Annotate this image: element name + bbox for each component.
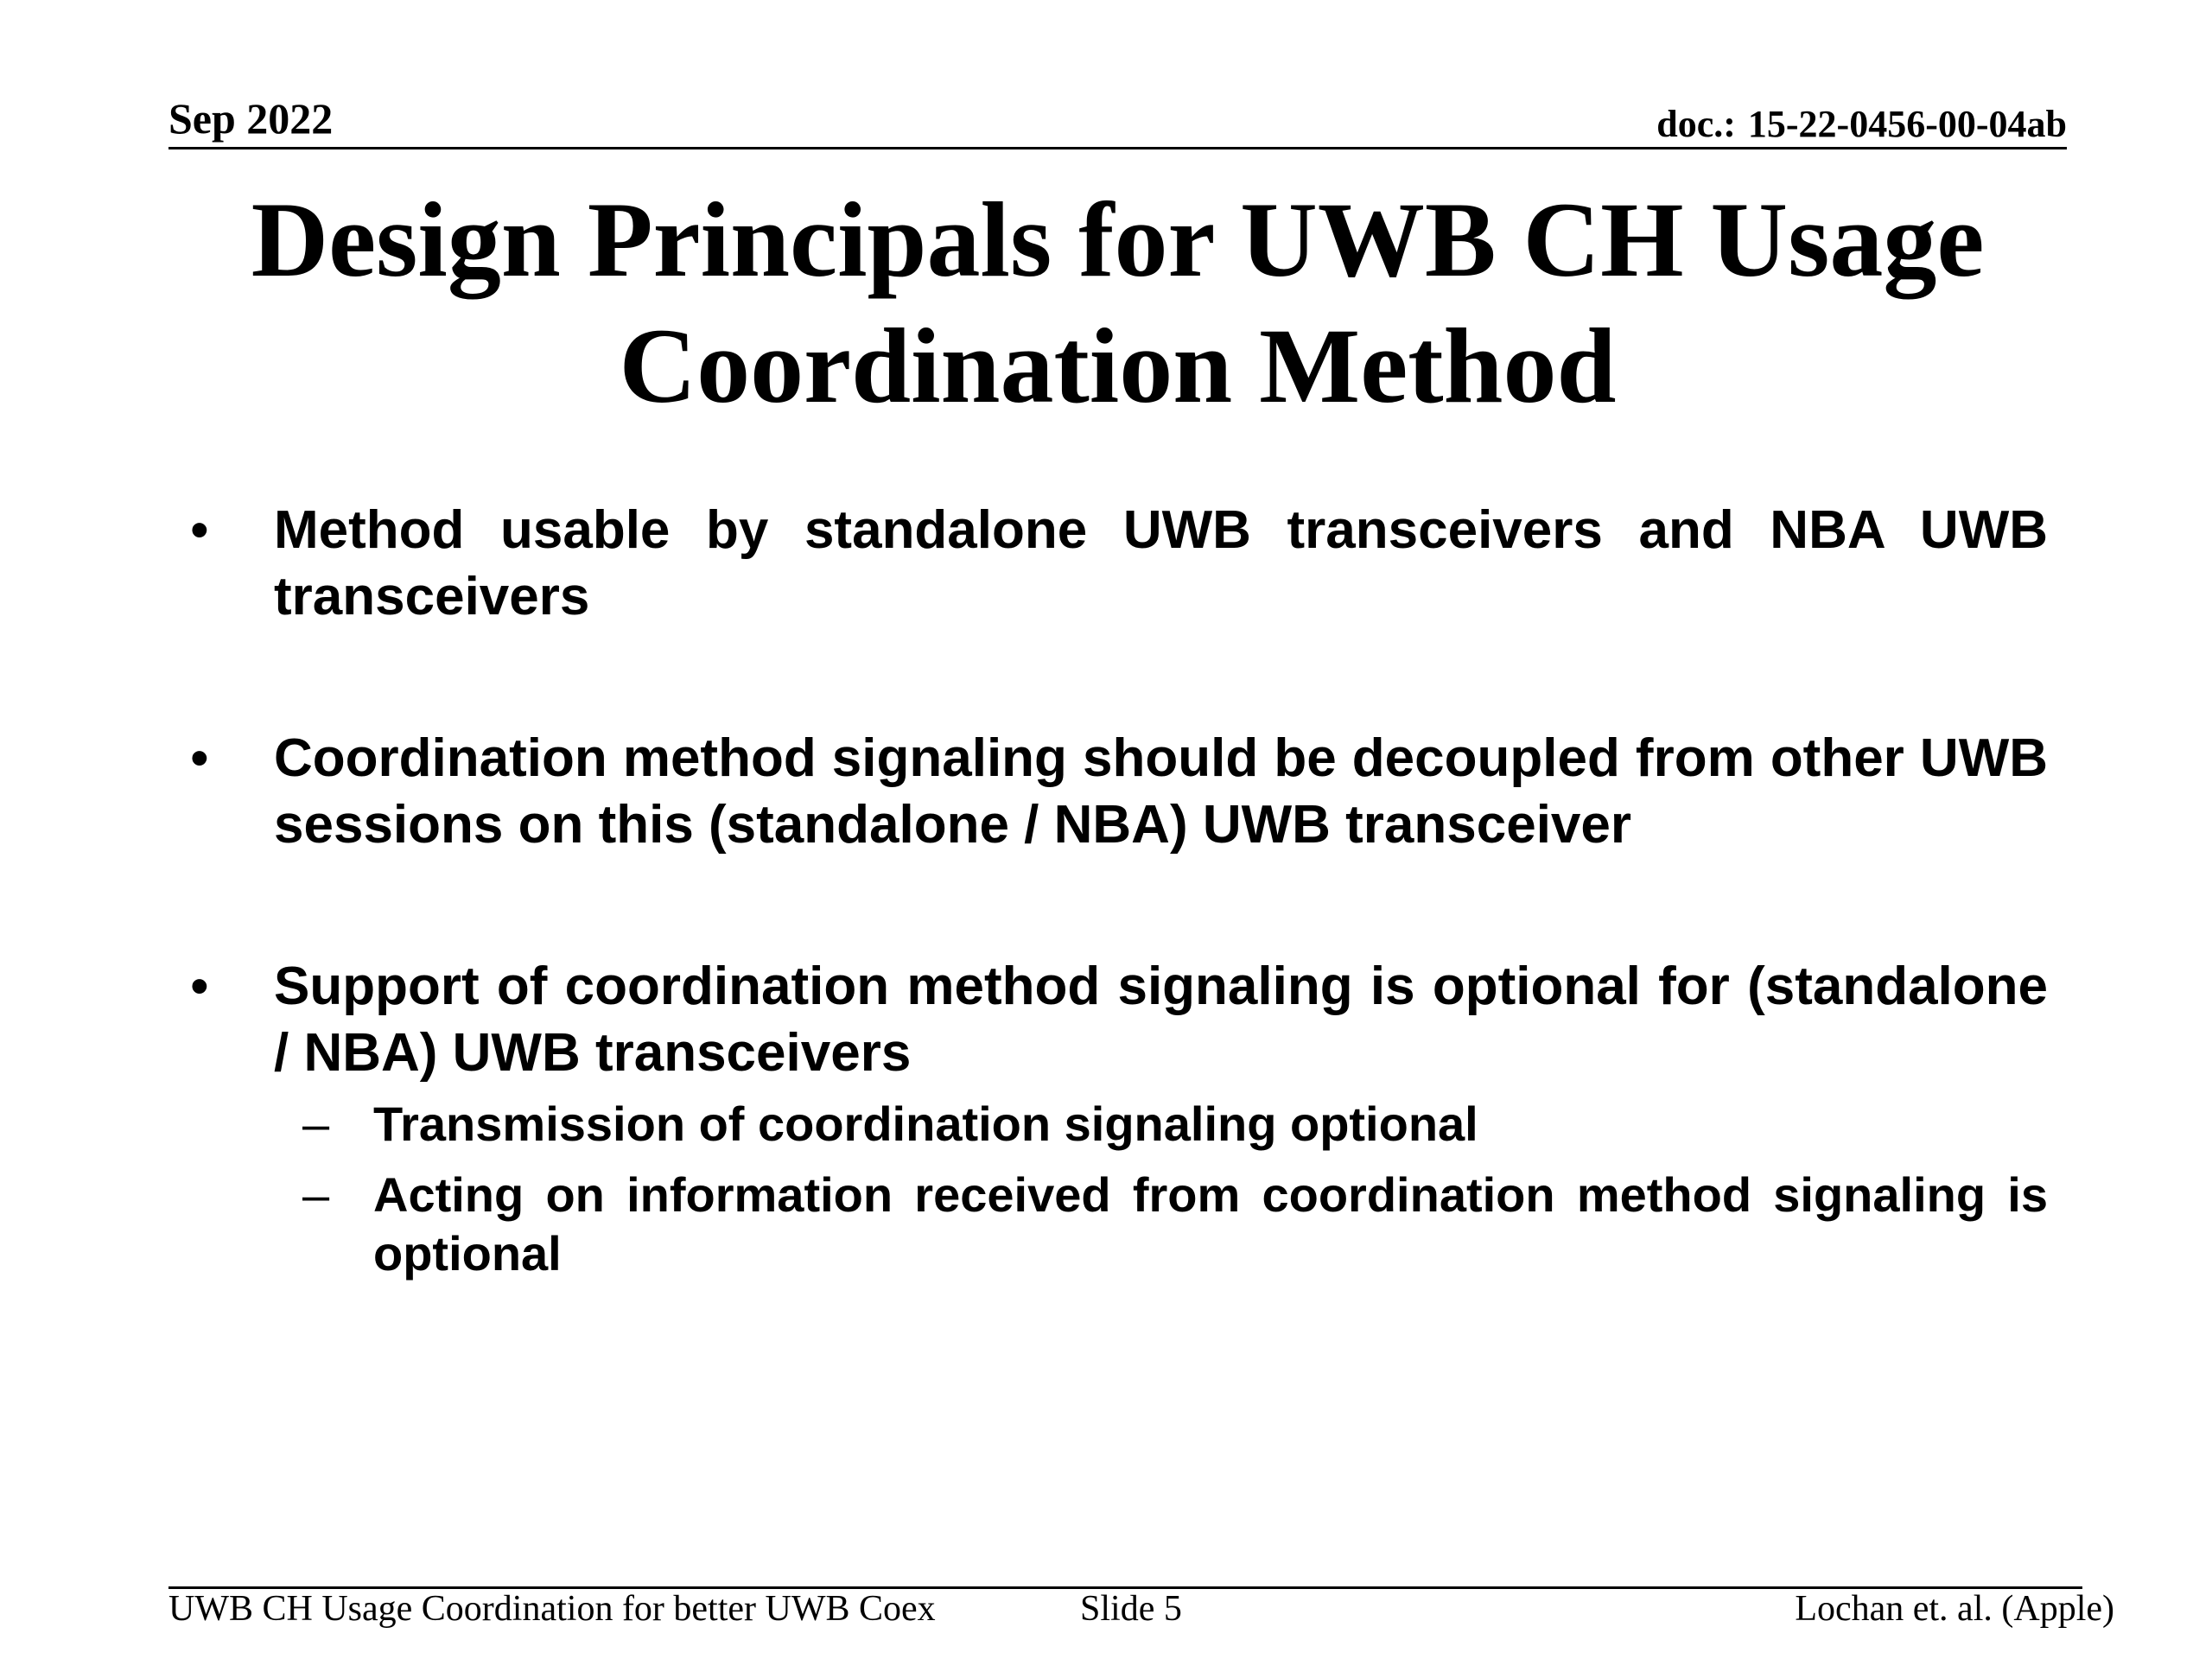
sub-bullet-marker: –: [302, 1167, 330, 1222]
sub-bullet-item-1: [168, 1095, 2048, 1154]
bullet-marker: •: [190, 500, 209, 560]
sub-bullet-item-2: [168, 1166, 2048, 1283]
slide-body: [168, 497, 2048, 1283]
slide-title-line-1: Design Principals for UWB CH Usage: [251, 181, 1985, 299]
footer-author: Lochan et. al. (Apple): [1795, 1589, 2114, 1629]
sub-bullet-text: Transmission of coordination signaling optional: [373, 1096, 1478, 1151]
footer-title: UWB CH Usage Coordination for better UWB Coex: [168, 1589, 936, 1629]
sub-bullet-list: [168, 1095, 2048, 1283]
sub-bullet-text: Acting on information received from coordination method signaling is optional: [373, 1167, 2048, 1281]
header-divider: [168, 147, 2067, 149]
header-doc-id: [1656, 102, 2067, 146]
slide-title: [168, 177, 2067, 429]
bullet-item-2: [168, 725, 2048, 858]
bullet-text: Method usable by standalone UWB transceivers and NBA UWB transceivers: [274, 500, 2048, 626]
sub-bullet-marker: –: [302, 1096, 330, 1151]
doc-number: 15-22-0456-00-04ab: [1747, 103, 2067, 145]
bullet-marker: •: [190, 728, 209, 788]
slide-number: Slide 5: [1080, 1589, 1182, 1629]
header-date: Sep 2022: [168, 94, 334, 143]
doc-label: doc.:: [1656, 103, 1736, 145]
bullet-marker: •: [190, 957, 209, 1016]
bullet-text: Coordination method signaling should be decoupled from other UWB sessions on this (standalone / NBA) UWB transceiver: [274, 728, 2048, 855]
bullet-text: Support of coordination method signaling is optional for (standalone / NBA) UWB transceivers: [274, 957, 2048, 1083]
slide-title-line-2: Coordination Method: [619, 307, 1617, 425]
bullet-item-1: [168, 497, 2048, 630]
bullet-item-3: [168, 953, 2048, 1086]
